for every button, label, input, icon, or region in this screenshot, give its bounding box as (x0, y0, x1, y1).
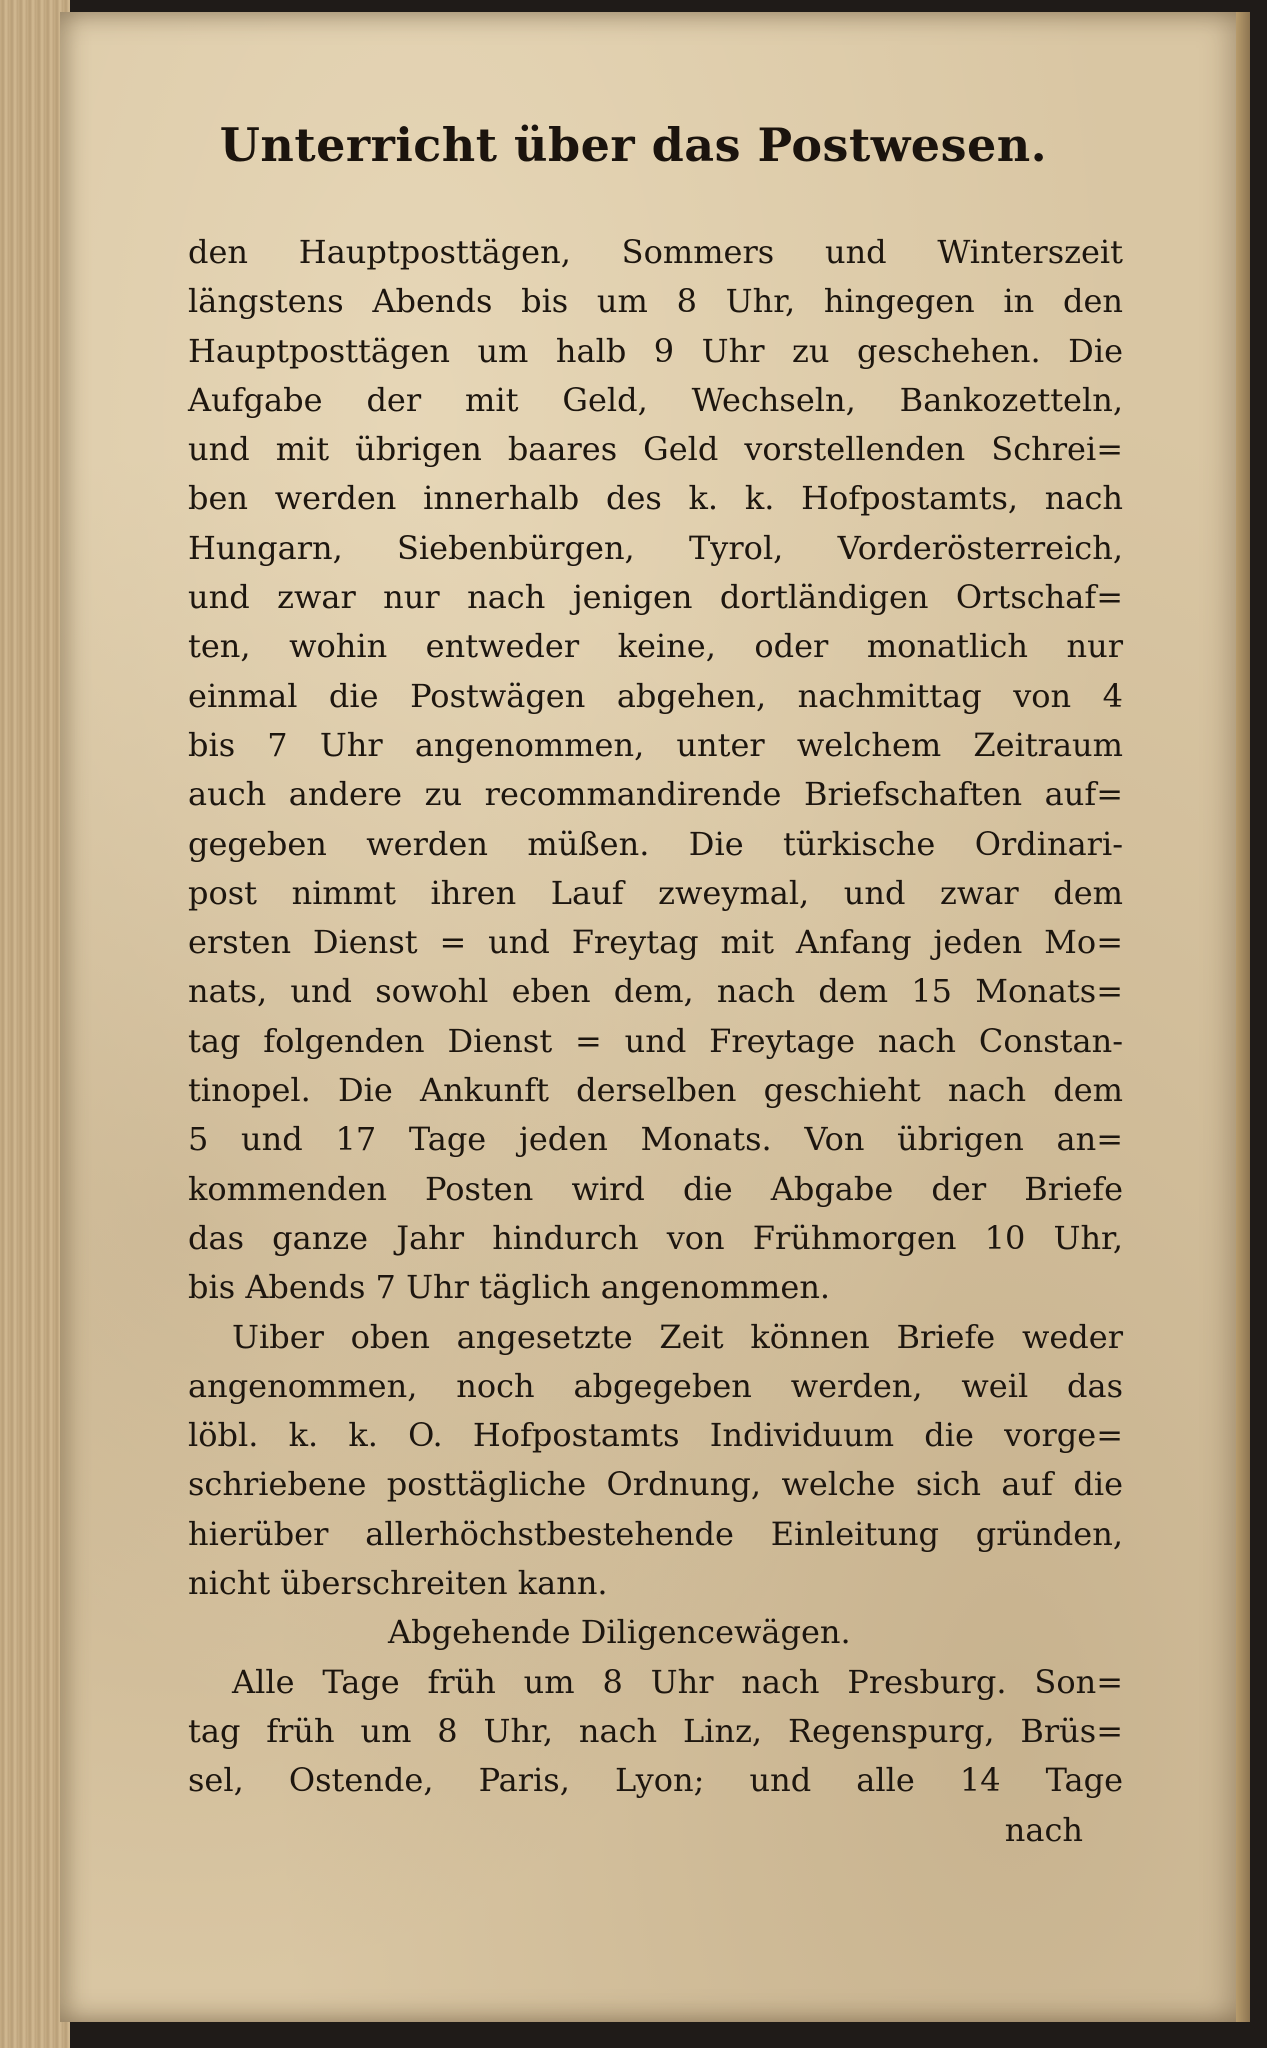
page-binding-shadow (1236, 12, 1250, 2022)
body-text (188, 228, 1123, 1855)
text-line: Hauptposttägen um halb 9 Uhr zu geschehen. Die (188, 331, 1123, 370)
text-line: sel, Ostende, Paris, Lyon; und alle 14 Tage (188, 1761, 1123, 1800)
text-line: bis Abends 7 Uhr täglich angenommen. (188, 1268, 831, 1307)
text-line: längstens Abends bis um 8 Uhr, hingegen in den (188, 282, 1123, 321)
text-line: nicht überschreiten kann. (188, 1564, 608, 1603)
text-line: gegeben werden müßen. Die türkische Ordinari- (188, 824, 1123, 863)
text-line: post nimmt ihren Lauf zweymal, und zwar dem (188, 873, 1123, 912)
text-line: bis 7 Uhr angenommen, unter welchem Zeitraum (188, 725, 1123, 764)
section-heading: Abgehende Diligencewägen. (388, 1613, 851, 1652)
running-head: Unterricht über das Postwesen. (219, 118, 1048, 172)
text-line: ersten Dienst = und Freytag mit Anfang jeden Mo= (188, 923, 1123, 962)
text-line: schriebene posttägliche Ordnung, welche sich auf die (188, 1465, 1123, 1504)
text-line: ten, wohin entweder keine, oder monatlich nur (188, 627, 1123, 666)
text-line: Uiber oben angesetzte Zeit können Briefe weder (232, 1317, 1123, 1356)
text-line: das ganze Jahr hindurch von Frühmorgen 10 Uhr, (188, 1218, 1123, 1257)
text-line: und mit übrigen baares Geld vorstellenden Schrei= (188, 430, 1123, 469)
text-line: angenommen, noch abgegeben werden, weil das (188, 1366, 1123, 1405)
text-line: ben werden innerhalb des k. k. Hofpostamts, nach (188, 479, 1123, 518)
text-line: 5 und 17 Tage jeden Monats. Von übrigen an= (188, 1120, 1123, 1159)
text-line: hierüber allerhöchstbestehende Einleitung gründen, (188, 1514, 1123, 1553)
text-line: Alle Tage früh um 8 Uhr nach Presburg. Son= (232, 1662, 1123, 1701)
text-line: einmal die Postwägen abgehen, nachmittag von 4 (188, 676, 1123, 715)
text-line: nats, und sowohl eben dem, nach dem 15 Monats= (188, 972, 1123, 1011)
text-line: löbl. k. k. O. Hofpostamts Individuum die vorge= (188, 1416, 1123, 1455)
text-line: Aufgabe der mit Geld, Wechseln, Bankozetteln, (188, 380, 1123, 419)
text-line: kommenden Posten wird die Abgabe der Briefe (188, 1169, 1123, 1208)
catchword: nach (1004, 1810, 1083, 1849)
text-line: tag früh um 8 Uhr, nach Linz, Regenspurg, Brüs= (188, 1711, 1123, 1750)
text-line: und zwar nur nach jenigen dortländigen Ortschaf= (188, 578, 1123, 617)
text-line: tinopel. Die Ankunft derselben geschieht nach dem (188, 1071, 1123, 1110)
text-line: auch andere zu recommandirende Briefschaften auf= (188, 775, 1123, 814)
text-line: den Hauptposttägen, Sommers und Winterszeit (188, 233, 1123, 271)
text-line: Hungarn, Siebenbürgen, Tyrol, Vorderösterreich, (188, 528, 1123, 567)
text-line: tag folgenden Dienst = und Freytage nach Constan- (188, 1021, 1123, 1060)
